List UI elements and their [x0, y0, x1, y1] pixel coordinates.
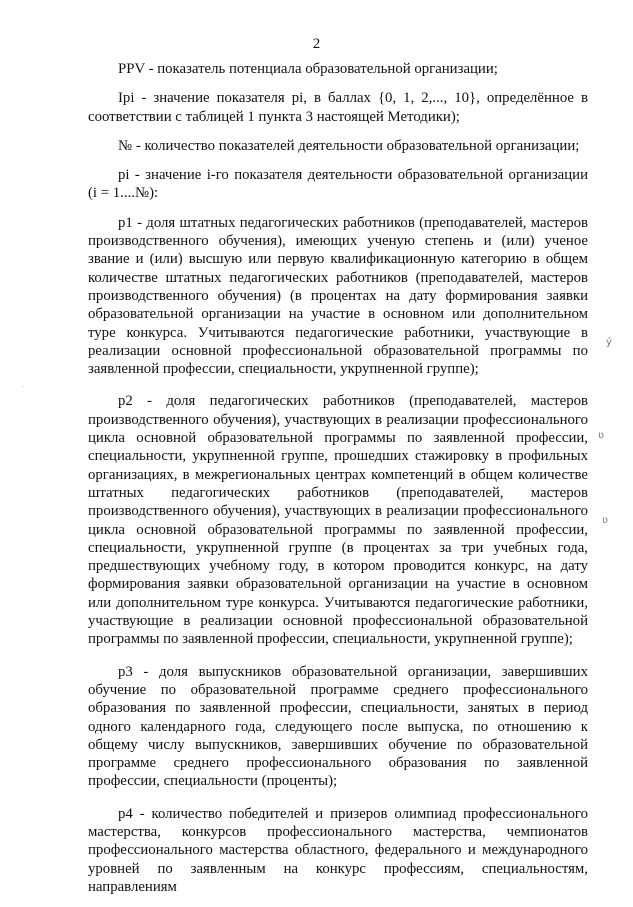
- paragraph-p1: p1 - доля штатных педагогических работников (преподавателей, мастеров производственного обучения), имеющих ученую степень и (или) ученое звание и (или) высшую или первую квалификационную категорию в общем количестве штатных педагогических работников (преподавателей, мастеров производственного обучения) (в процентах на дату формирования заявки образовательной организации на участие в основном или дополнительном туре конкурса. Учитываются педагогические работники, участвующие в реализации основной профессиональной образовательной программы по заявленной профессии, специальности, укрупненной группе);: [88, 214, 588, 378]
- margin-mark: ʋ: [602, 515, 608, 526]
- page-number: 2: [312, 36, 321, 52]
- paragraph-p3: p3 - доля выпускников образовательной организации, завершивших обучение по образовательной программе среднего профессионального образования по заявленной профессии, специальности, занятых в период одного календарного года, следующего после выпуска, по отношению к общему числу выпускников, завершивших обучение по образовательной программе среднего профессионального образования по заявленной профессии, специальности (проценты);: [88, 663, 588, 790]
- margin-mark: ·: [22, 383, 25, 391]
- document-body: [88, 60, 588, 907]
- paragraph-count: № - количество показателей деятельности образовательной организации;: [118, 137, 580, 154]
- margin-mark: ʋ: [598, 430, 604, 441]
- margin-mark: ý: [606, 337, 612, 348]
- paragraph-ppv: PPV - показатель потенциала образовательной организации;: [118, 61, 498, 77]
- paragraph-ipi: Ipi - значение показателя pi, в баллах {0, 1, 2,..., 10}, определённое в соответствии с таблицей 1 пункта 3 настоящей Методики);: [88, 90, 588, 125]
- paragraph-p4: p4 - количество победителей и призеров олимпиад профессионального мастерства, конкурсов профессионального мастерства, чемпионатов профессионального мастерства областного, федерального и международного уровней по заявленным на конкурс профессиям, специальностям, направлениям: [88, 805, 588, 895]
- paragraph-p2: p2 - доля педагогических работников (преподавателей, мастеров производственного обучения), участвующих в реализации профессионального цикла основной образовательной программы по заявленной профессии, специальности, укрупненной группе, прошедших стажировку в профильных организациях, в межрегиональных центрах компетенций в общем количестве штатных педагогических работников (преподавателей, мастеров производственного обучения), участвующих в реализации профессионального цикла основной образовательной программы по заявленной профессии, специальности, укрупненной группе (в процентах за три учебных года, предшествующих учебному году, в котором проводится конкурс, на дату формирования заявки образовательной организации на участие в основном или дополнительном туре конкурса. Учитываются педагогические работники, участвующие в реализации основной профессиональной образовательной программы по заявленной профессии, специальности, укрупненной группе);: [88, 393, 588, 648]
- paragraph-pi: pi - значение i-го показателя деятельности образовательной организации (i = 1....№):: [88, 167, 588, 202]
